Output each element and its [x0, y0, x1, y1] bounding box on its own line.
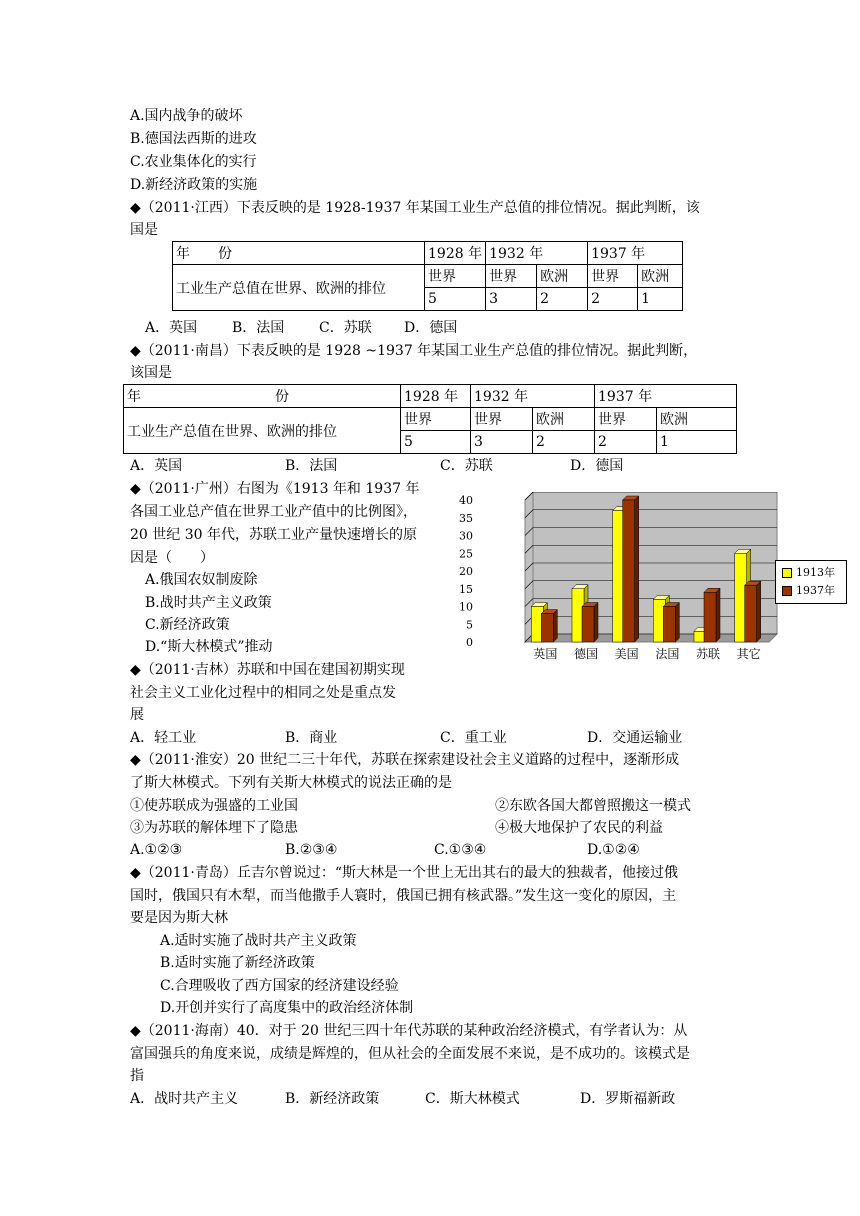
option-d: D.①②④ [587, 842, 640, 858]
option-c: C．苏联 [440, 458, 493, 474]
question-stem: 展 [130, 707, 144, 723]
question-stem: 国是 [130, 222, 158, 238]
option-b: B．法国 [285, 458, 338, 474]
bar [541, 614, 553, 642]
question-stem: 各国工业总产值在世界工业产值中的比例图》， [130, 504, 417, 520]
x-tick-label: 英国 [533, 647, 558, 661]
question-stem: 富国强兵的角度来说，成绩是辉煌的，但从社会的全面发展不来说，是不成功的。该模式是 [130, 1046, 690, 1062]
table-cell: 欧洲 [657, 408, 737, 431]
x-tick-label: 其它 [736, 647, 761, 661]
table-cell: 5 [401, 431, 471, 454]
option-d: D．罗斯福新政 [580, 1091, 676, 1107]
question-stem: 了斯大林模式。下列有关斯大林模式的说法正确的是 [130, 775, 452, 791]
statement-item: ④极大地保护了农民的利益 [495, 820, 663, 836]
table-header: 年 份 [173, 242, 425, 265]
option-d: D.“斯大林模式”推动 [145, 639, 273, 655]
table-cell: 世界 [486, 265, 537, 288]
statement-item: ③为苏联的解体埋下了隐患 [130, 820, 298, 836]
option-c: C．重工业 [440, 730, 507, 746]
option-c: C.农业集体化的实行 [130, 154, 257, 170]
question-stem: ◆（2011·淮安）20 世纪二三十年代，苏联在探索建设社会主义道路的过程中，逐渐形成 [130, 752, 680, 768]
option-c: C．苏联 [319, 320, 372, 336]
option-b: B．新经济政策 [285, 1091, 380, 1107]
question-stem: 要是因为斯大林 [130, 910, 228, 926]
option-c: C.合理吸收了西方国家的经济建设经验 [160, 978, 399, 994]
bar-side [675, 603, 679, 643]
bar [582, 607, 594, 643]
table-row-label: 工业生产总值在世界、欧洲的排位 [173, 265, 425, 311]
x-tick-label: 美国 [614, 647, 639, 661]
question-stem: ◆（2011·广州）右图为《1913 年和 1937 年 [130, 481, 420, 497]
bar [704, 592, 716, 642]
question-stem: 国时，俄国只有木犁，而当他撒手人寰时，俄国已拥有核武器。”发生这一变化的原因，主 [130, 888, 677, 904]
legend-label: 1937年 [796, 584, 835, 597]
option-c: C．斯大林模式 [425, 1091, 520, 1107]
table-cell: 2 [588, 288, 638, 311]
table-header: 1937 年 [595, 385, 737, 408]
y-tick-label: 5 [466, 618, 473, 632]
table-cell: 世界 [588, 265, 638, 288]
table-cell: 世界 [471, 408, 533, 431]
bar-side [757, 581, 761, 642]
y-tick-label: 10 [459, 600, 473, 614]
y-tick-label: 20 [459, 565, 473, 578]
option-a: A.俄国农奴制废除 [145, 572, 258, 588]
table-cell: 1 [657, 431, 737, 454]
option-b: B．商业 [285, 730, 338, 746]
option-c: C.新经济政策 [145, 617, 230, 633]
bar [663, 607, 675, 643]
table-header: 1928 年 [401, 385, 471, 408]
table-cell: 5 [425, 288, 486, 311]
table-header: 1928 年 [425, 242, 486, 265]
table-cell: 欧洲 [638, 265, 683, 288]
option-b: B.②③④ [285, 842, 338, 858]
question-stem: 该国是 [130, 365, 172, 381]
bar [745, 585, 757, 642]
legend-swatch [782, 568, 792, 578]
option-a: A．战时共产主义 [130, 1091, 239, 1107]
bar-side [594, 603, 598, 643]
option-d: D.开创并实行了高度集中的政治经济体制 [160, 1000, 414, 1016]
x-tick-label: 苏联 [695, 647, 721, 661]
table-cell: 欧洲 [537, 265, 588, 288]
table-cell: 3 [486, 288, 537, 311]
table-header-part: 份 [275, 389, 289, 405]
legend-label: 1913年 [796, 566, 835, 579]
y-tick-label: 30 [459, 529, 473, 543]
option-d: D.新经济政策的实施 [130, 177, 258, 193]
y-tick-label: 0 [466, 636, 473, 649]
bar-chart [455, 492, 785, 667]
question-stem: ◆（2011·江西）下表反映的是 1928-1937 年某国工业生产总值的排位情况。据此判断，该 [130, 200, 700, 216]
y-tick-label: 15 [459, 582, 473, 596]
option-a: A.国内战争的破坏 [130, 108, 243, 124]
option-b: B.战时共产主义政策 [145, 595, 272, 611]
option-a: A．英国 [145, 320, 198, 336]
table-header [124, 385, 401, 408]
option-a: A．英国 [130, 458, 183, 474]
ranking-table [123, 384, 737, 454]
option-d: D．德国 [570, 458, 624, 474]
table-header-part: 年 [127, 389, 141, 405]
option-c: C.①③④ [434, 842, 487, 858]
question-stem: 指 [130, 1068, 144, 1084]
table-header: 1937 年 [588, 242, 683, 265]
question-stem: ◆（2011·青岛）丘吉尔曾说过：“斯大林是一个世上无出其右的最大的独裁者，他接过俄 [130, 865, 679, 881]
table-cell: 1 [638, 288, 683, 311]
option-a: A．轻工业 [130, 730, 197, 746]
question-stem: 社会主义工业化过程中的相同之处是重点发 [130, 685, 396, 701]
option-b: B.德国法西斯的进攻 [130, 131, 257, 147]
option-b: B.适时实施了新经济政策 [160, 955, 315, 971]
table-cell: 3 [471, 431, 533, 454]
option-d: D．交通运输业 [587, 730, 683, 746]
table-row-label: 工业生产总值在世界、欧洲的排位 [124, 408, 401, 454]
x-tick-label: 德国 [573, 647, 599, 661]
table-cell: 世界 [595, 408, 657, 431]
bar-side [716, 588, 720, 642]
option-a: A.适时实施了战时共产主义政策 [160, 933, 357, 949]
y-tick-label: 25 [459, 547, 473, 561]
table-cell: 2 [537, 288, 588, 311]
chart-legend [775, 560, 847, 604]
table-cell: 2 [533, 431, 595, 454]
table-header: 1932 年 [471, 385, 595, 408]
question-stem: ◆（2011·吉林）苏联和中国在建国初期实现 [130, 662, 405, 678]
table-cell: 欧洲 [533, 408, 595, 431]
bar [623, 500, 635, 642]
ranking-table [172, 241, 683, 311]
statement-item: ①使苏联成为强盛的工业国 [130, 798, 298, 814]
bar-side [553, 610, 557, 642]
option-b: B．法国 [232, 320, 285, 336]
bar-side [635, 496, 639, 642]
legend-swatch [782, 586, 792, 596]
question-stem: 20 世纪 30 年代，苏联工业产量快速增长的原 [130, 527, 417, 543]
legend-item [782, 584, 835, 598]
x-tick-label: 法国 [655, 647, 680, 661]
table-cell: 世界 [425, 265, 486, 288]
y-tick-label: 40 [459, 494, 473, 507]
question-stem: 因是（ ） [130, 550, 214, 566]
option-a: A.①②③ [130, 842, 183, 858]
table-cell: 2 [595, 431, 657, 454]
question-stem: ◆（2011·南昌）下表反映的是 1928 ~1937 年某国工业生产总值的排位情况。据此判断， [130, 343, 698, 359]
question-stem: ◆（2011·海南）40．对于 20 世纪三四十年代苏联的某种政治经济模式，有学者认为：从 [130, 1023, 688, 1039]
table-cell: 世界 [401, 408, 471, 431]
legend-item [782, 566, 835, 580]
y-tick-label: 35 [459, 511, 473, 525]
statement-item: ②东欧各国大都曾照搬这一模式 [495, 798, 691, 814]
table-header: 1932 年 [486, 242, 588, 265]
option-d: D．德国 [404, 320, 458, 336]
